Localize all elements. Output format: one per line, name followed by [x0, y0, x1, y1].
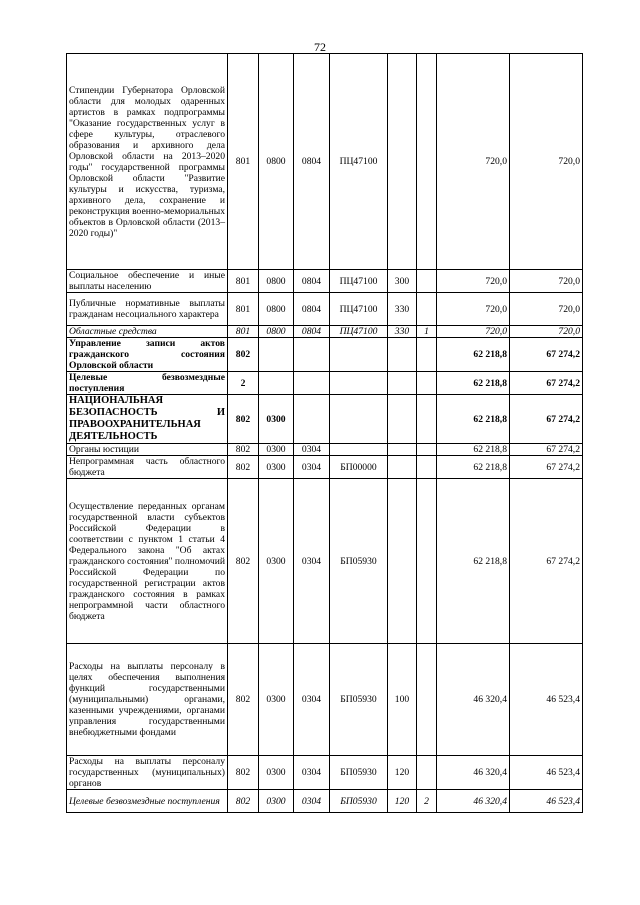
section-code: 0300	[259, 756, 294, 790]
table-row	[67, 444, 583, 456]
target-article-code: БП05930	[330, 644, 388, 756]
expense-type-code: 330	[388, 326, 417, 338]
section-code: 0300	[259, 444, 294, 456]
amount-year-2: 46 523,4	[510, 790, 583, 813]
target-article-code: ПЦ47100	[330, 54, 388, 270]
amount-year-2: 67 274,2	[510, 372, 583, 395]
amount-year-1: 62 218,8	[437, 395, 510, 444]
funding-source-code	[417, 756, 437, 790]
item-name: Стипендии Губернатора Орловской области для молодых одаренных артистов в рамках подпрограммы "Оказание государственных услуг в сфере культуры, отраслевого образования и архивного дела Орловской области на 2013–2020 годы" государственной программы Орловской области "Развитие культуры и искусства, туризма, архивного дела, сохранение и реконструкция военно-мемориальных объектов в Орловской области (2013–2020 годы)"	[67, 54, 228, 270]
target-article-code: ПЦ47100	[330, 270, 388, 293]
amount-year-2: 67 274,2	[510, 338, 583, 372]
expense-type-code	[388, 338, 417, 372]
amount-year-1: 62 218,8	[437, 372, 510, 395]
amount-year-2: 720,0	[510, 54, 583, 270]
table-row	[67, 395, 583, 444]
item-name: Целевые безвозмездные поступления	[67, 372, 228, 395]
expense-type-code: 330	[388, 293, 417, 326]
page-number: 72	[314, 40, 326, 54]
expense-type-code: 120	[388, 790, 417, 813]
subsection-code: 0304	[294, 444, 330, 456]
funding-source-code	[417, 338, 437, 372]
amount-year-1: 46 320,4	[437, 790, 510, 813]
amount-year-1: 720,0	[437, 293, 510, 326]
subsection-code: 0304	[294, 756, 330, 790]
subsection-code: 0304	[294, 479, 330, 644]
subsection-code: 0804	[294, 270, 330, 293]
amount-year-2: 67 274,2	[510, 456, 583, 479]
ministry-code: 802	[228, 644, 259, 756]
funding-source-code: 2	[417, 790, 437, 813]
table-row	[67, 756, 583, 790]
funding-source-code	[417, 372, 437, 395]
ministry-code: 801	[228, 54, 259, 270]
expense-type-code	[388, 372, 417, 395]
ministry-code: 802	[228, 456, 259, 479]
section-code: 0300	[259, 644, 294, 756]
item-name: Социальное обеспечение и иные выплаты населению	[67, 270, 228, 293]
item-name: Расходы на выплаты персоналу государственных (муниципальных) органов	[67, 756, 228, 790]
expense-type-code: 300	[388, 270, 417, 293]
amount-year-1: 62 218,8	[437, 456, 510, 479]
amount-year-1: 720,0	[437, 270, 510, 293]
amount-year-2: 720,0	[510, 293, 583, 326]
ministry-code: 802	[228, 479, 259, 644]
table-row	[67, 790, 583, 813]
expense-type-code	[388, 456, 417, 479]
expense-type-code: 120	[388, 756, 417, 790]
section-code	[259, 338, 294, 372]
amount-year-1: 62 218,8	[437, 479, 510, 644]
target-article-code	[330, 372, 388, 395]
amount-year-1: 720,0	[437, 54, 510, 270]
subsection-code	[294, 395, 330, 444]
subsection-code	[294, 338, 330, 372]
ministry-code: 802	[228, 338, 259, 372]
subsection-code: 0804	[294, 326, 330, 338]
amount-year-2: 67 274,2	[510, 444, 583, 456]
table-row	[67, 372, 583, 395]
funding-source-code	[417, 270, 437, 293]
expense-type-code: 100	[388, 644, 417, 756]
section-code: 0300	[259, 479, 294, 644]
table-row	[67, 270, 583, 293]
subsection-code: 0304	[294, 790, 330, 813]
funding-source-code: 1	[417, 326, 437, 338]
item-name: Осуществление переданных органам государственной власти субъектов Российской Федерации в соответствии с пунктом 1 статьи 4 Федерального закона "Об актах гражданского состояния" полномочий Российской Федерации по государственной регистрации актов гражданского состояния в рамках непрограммной части областного бюджета	[67, 479, 228, 644]
expense-type-code	[388, 444, 417, 456]
amount-year-1: 62 218,8	[437, 338, 510, 372]
funding-source-code	[417, 293, 437, 326]
table-row	[67, 338, 583, 372]
subsection-code: 0304	[294, 456, 330, 479]
item-name: Целевые безвозмездные поступления	[67, 790, 228, 813]
target-article-code	[330, 338, 388, 372]
amount-year-2: 67 274,2	[510, 395, 583, 444]
subsection-code: 0304	[294, 644, 330, 756]
target-article-code: БП05930	[330, 756, 388, 790]
item-name: Публичные нормативные выплаты гражданам несоциального характера	[67, 293, 228, 326]
amount-year-2: 720,0	[510, 270, 583, 293]
target-article-code: ПЦ47100	[330, 293, 388, 326]
item-name: Расходы на выплаты персоналу в целях обеспечения выполнения функций государственными (муниципальными) органами, казенными учреждениями, органами управления государственными внебюджетными фондами	[67, 644, 228, 756]
section-code	[259, 372, 294, 395]
table-row	[67, 293, 583, 326]
ministry-code: 802	[228, 444, 259, 456]
subsection-code: 0804	[294, 54, 330, 270]
funding-source-code	[417, 395, 437, 444]
ministry-code: 801	[228, 270, 259, 293]
table-row	[67, 479, 583, 644]
table-row	[67, 644, 583, 756]
target-article-code: БП00000	[330, 456, 388, 479]
ministry-code: 2	[228, 372, 259, 395]
target-article-code	[330, 395, 388, 444]
expense-type-code	[388, 395, 417, 444]
target-article-code: БП05930	[330, 479, 388, 644]
item-name: Непрограммная часть областного бюджета	[67, 456, 228, 479]
target-article-code: БП05930	[330, 790, 388, 813]
item-name: Органы юстиции	[67, 444, 228, 456]
funding-source-code	[417, 479, 437, 644]
ministry-code: 802	[228, 790, 259, 813]
funding-source-code	[417, 54, 437, 270]
funding-source-code	[417, 444, 437, 456]
amount-year-2: 46 523,4	[510, 756, 583, 790]
section-code: 0300	[259, 790, 294, 813]
expense-type-code	[388, 479, 417, 644]
ministry-code: 802	[228, 395, 259, 444]
section-code: 0800	[259, 270, 294, 293]
amount-year-1: 720,0	[437, 326, 510, 338]
amount-year-2: 67 274,2	[510, 479, 583, 644]
amount-year-2: 720,0	[510, 326, 583, 338]
table-row	[67, 54, 583, 270]
ministry-code: 801	[228, 293, 259, 326]
amount-year-2: 46 523,4	[510, 644, 583, 756]
expense-type-code	[388, 54, 417, 270]
item-name: НАЦИОНАЛЬНАЯ БЕЗОПАСНОСТЬ И ПРАВООХРАНИТЕЛЬНАЯ ДЕЯТЕЛЬНОСТЬ	[67, 395, 228, 444]
section-code: 0800	[259, 54, 294, 270]
item-name: Областные средства	[67, 326, 228, 338]
section-code: 0300	[259, 395, 294, 444]
table-row	[67, 456, 583, 479]
ministry-code: 801	[228, 326, 259, 338]
table-row	[67, 326, 583, 338]
budget-table	[66, 53, 583, 813]
section-code: 0800	[259, 293, 294, 326]
subsection-code	[294, 372, 330, 395]
target-article-code	[330, 444, 388, 456]
target-article-code: ПЦ47100	[330, 326, 388, 338]
subsection-code: 0804	[294, 293, 330, 326]
section-code: 0300	[259, 456, 294, 479]
funding-source-code	[417, 644, 437, 756]
item-name: Управление записи актов гражданского состояния Орловской области	[67, 338, 228, 372]
amount-year-1: 46 320,4	[437, 756, 510, 790]
ministry-code: 802	[228, 756, 259, 790]
amount-year-1: 46 320,4	[437, 644, 510, 756]
amount-year-1: 62 218,8	[437, 444, 510, 456]
section-code: 0800	[259, 326, 294, 338]
funding-source-code	[417, 456, 437, 479]
